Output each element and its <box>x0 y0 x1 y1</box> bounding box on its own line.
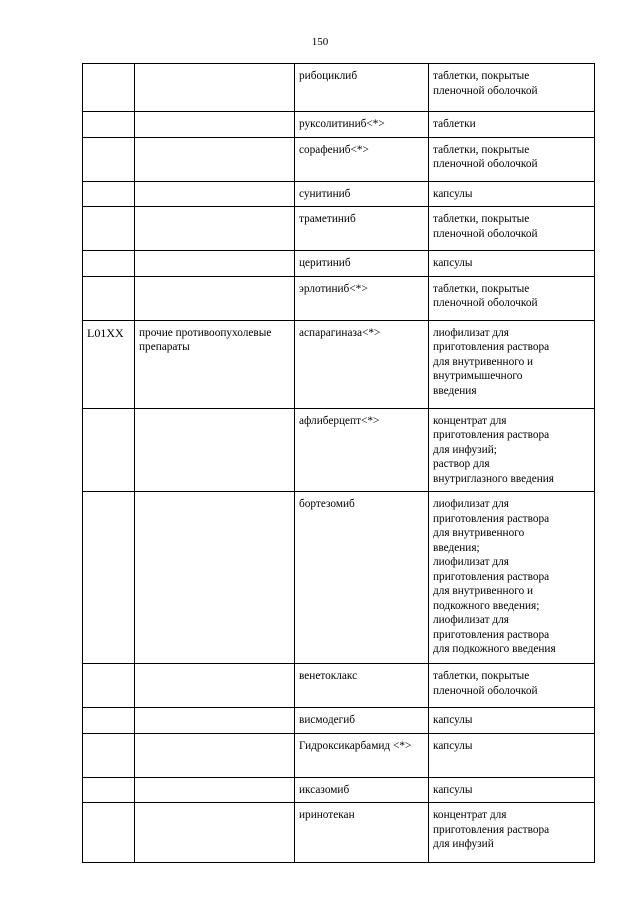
group-name-cell <box>135 64 295 112</box>
dosage-form-line: для инфузий <box>433 838 494 850</box>
drug-name-cell: церитиниб <box>295 251 429 277</box>
group-name-cell <box>135 708 295 734</box>
table-row <box>83 408 595 492</box>
group-name-cell <box>135 207 295 251</box>
dosage-form-cell <box>429 664 595 708</box>
page-number: 150 <box>311 36 329 48</box>
table-row <box>83 181 595 207</box>
table-row <box>83 276 595 320</box>
atc-code-cell <box>83 181 135 207</box>
dosage-form-line: таблетки, покрытые <box>433 213 530 225</box>
dosage-form-cell <box>429 112 595 138</box>
dosage-form-cell <box>429 733 595 777</box>
table-row <box>83 112 595 138</box>
dosage-form-line: таблетки, покрытые <box>433 70 530 82</box>
drug-name-cell: венетоклакс <box>295 664 429 708</box>
table-body <box>83 64 595 863</box>
table-row <box>83 492 595 664</box>
dosage-form-line: приготовления раствора <box>433 570 550 583</box>
dosage-form-line: внутриглазного введения <box>433 472 555 485</box>
atc-code-cell <box>83 207 135 251</box>
drug-name-cell: иринотекан <box>295 803 429 863</box>
dosage-form-cell <box>429 64 595 112</box>
dosage-form-line: для подкожного введения <box>433 643 556 655</box>
dosage-form-line: приготовления раствора <box>433 429 550 441</box>
dosage-form-cell <box>429 408 595 492</box>
dosage-form-line: пленочной оболочкой <box>433 227 538 240</box>
dosage-form-line: приготовления раствора <box>433 628 550 641</box>
atc-code-cell <box>83 777 135 803</box>
dosage-form-line: подкожного введения; <box>433 599 540 612</box>
group-name-cell <box>135 803 295 863</box>
dosage-form-line: введения; <box>433 541 480 554</box>
table-row <box>83 708 595 734</box>
dosage-form-line: концентрат для <box>433 414 507 427</box>
group-name-cell <box>135 664 295 708</box>
dosage-form-line: пленочной оболочкой <box>433 158 538 170</box>
group-name-cell <box>135 276 295 320</box>
drug-table <box>82 63 595 863</box>
dosage-form-line: для внутривенного <box>433 527 525 539</box>
table-row <box>83 64 595 112</box>
table-row <box>83 320 595 408</box>
table-row <box>83 733 595 777</box>
dosage-form-line: пленочной оболочкой <box>433 84 538 97</box>
dosage-form-line: таблетки <box>433 118 476 130</box>
drug-name-cell: афлиберцепт<*> <box>295 408 429 492</box>
group-name-cell <box>135 408 295 492</box>
dosage-form-line: лиофилизат для <box>433 556 509 568</box>
table-row <box>83 777 595 803</box>
atc-code-cell <box>83 733 135 777</box>
group-name-cell <box>135 777 295 803</box>
drug-name-cell: сунитиниб <box>295 181 429 207</box>
dosage-form-cell <box>429 207 595 251</box>
table-row <box>83 207 595 251</box>
drug-name-cell: руксолитиниб<*> <box>295 112 429 138</box>
atc-code-cell <box>83 708 135 734</box>
dosage-form-line: приготовления раствора <box>433 512 550 525</box>
drug-name-cell: висмодегиб <box>295 708 429 734</box>
dosage-form-line: капсулы <box>433 187 473 200</box>
table-row <box>83 251 595 277</box>
dosage-form-line: приготовления раствора <box>433 823 550 836</box>
dosage-form-line: пленочной оболочкой <box>433 684 538 697</box>
dosage-form-line: лиофилизат для <box>433 498 509 510</box>
dosage-form-line: капсулы <box>433 714 473 726</box>
dosage-form-line: капсулы <box>433 783 473 796</box>
dosage-form-cell <box>429 708 595 734</box>
group-name-cell <box>135 112 295 138</box>
atc-code-cell: L01XX <box>83 320 135 408</box>
drug-name-cell: эрлотиниб<*> <box>295 276 429 320</box>
atc-code-cell <box>83 664 135 708</box>
dosage-form-line: капсулы <box>433 739 473 752</box>
atc-code-cell <box>83 276 135 320</box>
dosage-form-cell <box>429 276 595 320</box>
drug-name-cell: Гидроксикарбамид <*> <box>295 733 429 777</box>
dosage-form-line: раствор для <box>433 458 490 470</box>
drug-name-cell: аспарагиназа<*> <box>295 320 429 408</box>
dosage-form-cell <box>429 137 595 181</box>
drug-name-cell: иксазомиб <box>295 777 429 803</box>
dosage-form-line: введения <box>433 384 477 397</box>
group-name-cell: прочие противоопухолевые препараты <box>135 320 295 408</box>
dosage-form-line: для внутривенного и <box>433 585 534 597</box>
group-name-cell <box>135 733 295 777</box>
dosage-form-line: таблетки, покрытые <box>433 282 530 295</box>
dosage-form-cell <box>429 320 595 408</box>
table-row <box>83 664 595 708</box>
table-row <box>83 803 595 863</box>
drug-name-cell: рибоциклиб <box>295 64 429 112</box>
dosage-form-line: внутримышечного <box>433 370 523 382</box>
group-name-cell <box>135 181 295 207</box>
dosage-form-cell <box>429 492 595 664</box>
dosage-form-line: лиофилизат для <box>433 326 509 339</box>
drug-name-cell: траметиниб <box>295 207 429 251</box>
atc-code-cell <box>83 64 135 112</box>
group-name-cell <box>135 492 295 664</box>
atc-code-cell <box>83 112 135 138</box>
group-name-cell <box>135 251 295 277</box>
dosage-form-cell <box>429 181 595 207</box>
atc-code-cell <box>83 803 135 863</box>
dosage-form-line: лиофилизат для <box>433 614 509 626</box>
dosage-form-line: концентрат для <box>433 809 507 821</box>
dosage-form-line: таблетки, покрытые <box>433 670 530 682</box>
drug-name-cell: сорафениб<*> <box>295 137 429 181</box>
dosage-form-line: для внутривенного и <box>433 355 534 368</box>
table-row <box>83 137 595 181</box>
atc-code-cell <box>83 251 135 277</box>
dosage-form-line: таблетки, покрытые <box>433 143 530 156</box>
atc-code-cell <box>83 137 135 181</box>
dosage-form-cell <box>429 251 595 277</box>
atc-code-cell <box>83 408 135 492</box>
dosage-form-line: для инфузий; <box>433 443 497 456</box>
dosage-form-line: капсулы <box>433 257 473 269</box>
drug-name-cell: бортезомиб <box>295 492 429 664</box>
dosage-form-line: приготовления раствора <box>433 341 550 353</box>
group-name-cell <box>135 137 295 181</box>
dosage-form-cell <box>429 777 595 803</box>
atc-code-cell <box>83 492 135 664</box>
dosage-form-cell <box>429 803 595 863</box>
dosage-form-line: пленочной оболочкой <box>433 297 538 309</box>
